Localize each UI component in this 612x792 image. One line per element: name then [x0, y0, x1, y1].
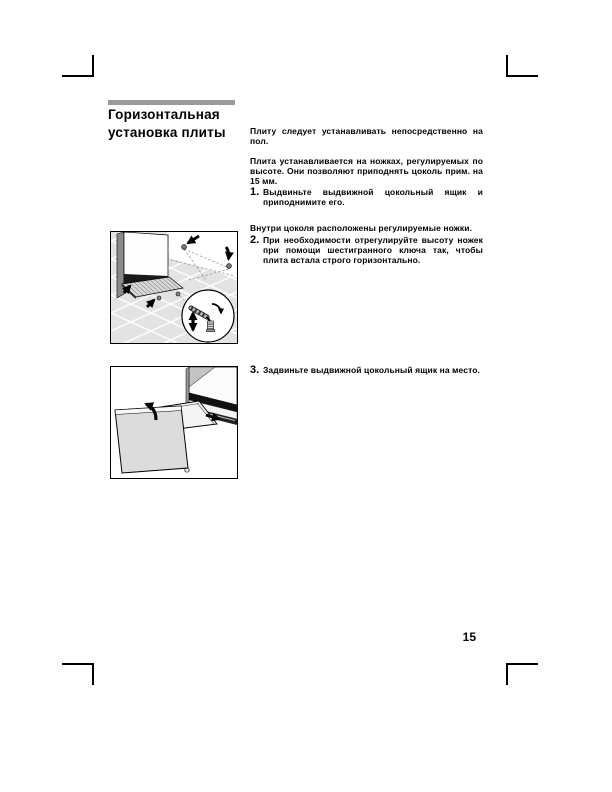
- step-2: [250, 235, 483, 265]
- section-accent-bar: [108, 100, 235, 105]
- page-title-line1: Горизонтальная: [108, 107, 220, 122]
- hex-key-inset: [182, 290, 234, 342]
- step-3-number: 3.: [250, 364, 260, 376]
- step-3-text: Задвиньте выдвижной цокольный ящик на место.: [263, 365, 481, 375]
- paragraph-install-on-floor: Плиту следует устанавливать непосредственно на пол.: [250, 125, 483, 146]
- crop-mark-bottom-left: [62, 663, 94, 685]
- step-2-text: При необходимости отрегулируйте высоту ножек при помощи шестигранного ключа так, чтобы плита встала строго горизонтально.: [263, 235, 483, 265]
- adjust-feet-illustration: [111, 232, 237, 343]
- crop-mark-bottom-right: [506, 663, 538, 685]
- paragraph-adjustable-feet: Плита устанавливается на ножках, регулируемых по высоте. Они позволяют приподнять цоколь прим. на 15 мм.: [250, 155, 483, 186]
- page-number: 15: [462, 630, 476, 644]
- step-2-number: 2.: [250, 234, 260, 246]
- figure-insert-drawer: [110, 366, 238, 479]
- page-title: [108, 106, 258, 141]
- crop-mark-top-left: [62, 55, 94, 77]
- insert-drawer-illustration: [111, 367, 237, 478]
- step-1-number: 1.: [250, 186, 260, 198]
- step-1: [250, 187, 483, 207]
- page-title-line2: установка плиты: [108, 124, 226, 140]
- figure-adjust-feet: [110, 231, 238, 344]
- crop-mark-top-right: [506, 55, 538, 77]
- drawer-front-panel: [115, 406, 188, 473]
- step-1-text: Выдвиньте выдвижной цокольный ящик и приподнимите его.: [263, 187, 483, 207]
- note-feet-inside-plinth: Внутри цоколя расположены регулируемые ножки.: [250, 222, 473, 233]
- step-3: [250, 365, 483, 375]
